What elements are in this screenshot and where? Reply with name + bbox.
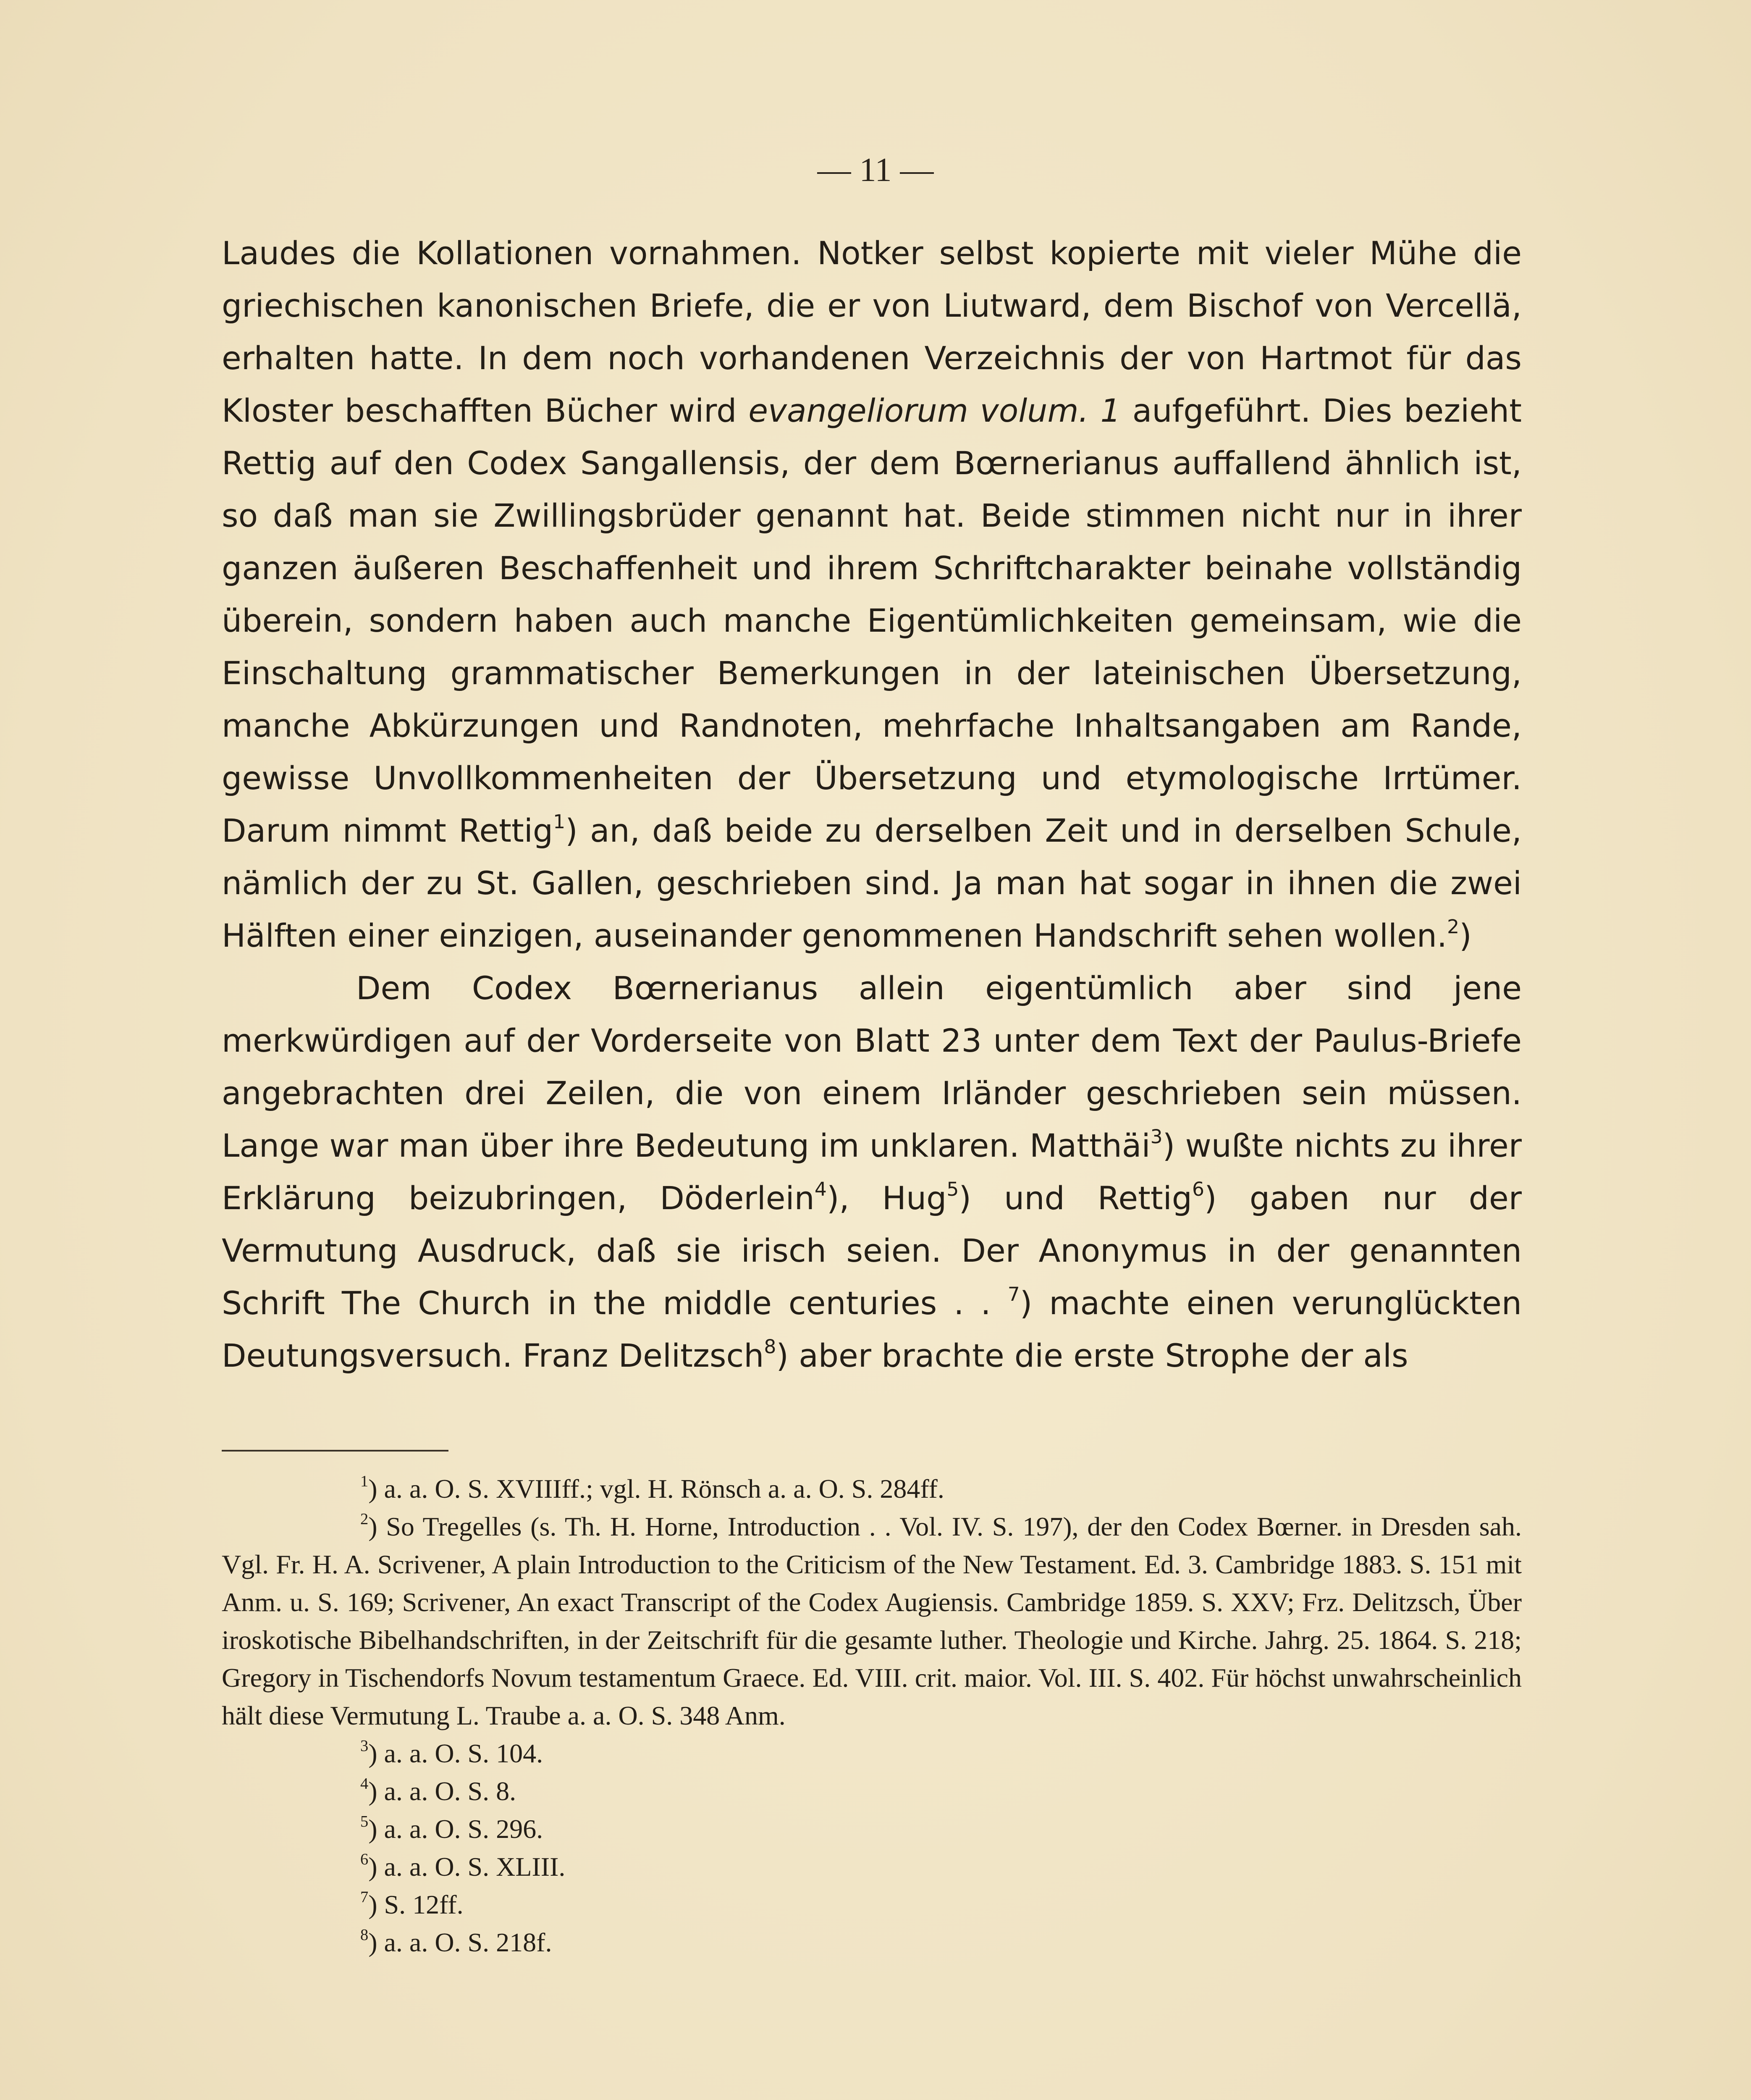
paragraph-2-text-c: ), Hug — [826, 1179, 947, 1217]
footnote-ref-4: 4 — [814, 1178, 827, 1201]
footnote-ref-2: 2 — [1447, 916, 1460, 938]
paragraph-2-text-e: ) gaben nur der Vermutung Ausdruck, daß sie irisch seien. Der Anonymus in der genannten Schrift The Church in the middle centuries . . — [222, 1179, 1522, 1322]
paragraph-2 — [222, 962, 1522, 1382]
footnote-text: ) a. a. O. S. XVIIIff.; vgl. H. Rönsch a. a. O. S. 284ff. — [368, 1474, 944, 1504]
paragraph-1-text-d: ) — [1459, 917, 1472, 954]
page-number: — 11 — — [817, 152, 934, 189]
footnote-mark: 1 — [360, 1473, 369, 1491]
footnote-text: ) a. a. O. S. 8. — [368, 1776, 516, 1806]
footnote-text: ) a. a. O. S. 104. — [368, 1738, 543, 1768]
paragraph-2-text-b: ) wußte nichts zu ihrer Erklärung beizubringen, Döderlein — [222, 1127, 1522, 1217]
footnote-text: ) a. a. O. S. 296. — [368, 1814, 543, 1844]
footnote-mark: 2 — [360, 1510, 369, 1528]
footnote-mark: 3 — [360, 1737, 369, 1755]
footnote-ref-6: 6 — [1192, 1178, 1205, 1201]
footnote-divider — [222, 1450, 448, 1452]
footnote-text: ) a. a. O. S. XLIII. — [368, 1852, 566, 1882]
footnote-5 — [222, 1810, 1522, 1848]
footnote-ref-7: 7 — [1007, 1283, 1020, 1306]
footnote-ref-3: 3 — [1150, 1126, 1163, 1148]
footnote-1 — [222, 1470, 1522, 1508]
paragraph-1-text-c: ) an, daß beide zu derselben Zeit und in derselben Schule, nämlich der zu St. Gallen, geschrieben sind. Ja man hat sogar in ihnen die zwei Hälften einer einzigen, auseinander genommenen Handschrift sehen wollen. — [222, 812, 1522, 954]
paragraph-1 — [222, 227, 1522, 962]
paragraph-1-text-b: aufgeführt. Dies bezieht Rettig auf den Codex Sangallensis, der dem Bœrnerianus auffallend ähnlich ist, so daß man sie Zwillingsbrüder genannt hat. Beide stimmen nicht nur in ihrer ganzen äußeren Beschaffenheit und ihrem Schriftcharakter beinahe vollständig überein, sondern haben auch manche Eigentümlichkeiten gemeinsam, wie die Einschaltung grammatischer Bemerkungen in der lateinischen Übersetzung, manche Abkürzungen und Randnoten, mehrfache Inhaltsangaben am Rande, gewisse Unvollkommenheiten der Übersetzung und etymologische Irrtümer. Darum nimmt Rettig — [222, 392, 1522, 849]
footnote-3 — [222, 1735, 1522, 1772]
paragraph-1-text: Laudes die Kollationen vornahmen. Notker selbst kopierte mit vieler Mühe die griechischen kanonischen Briefe, die er von Liutward, dem Bischof von Vercellä, erhalten hatte. In dem noch vorhandenen Verzeichnis der von Hartmot für das Kloster beschafften Bücher wird — [222, 234, 1522, 429]
footnote-ref-8: 8 — [764, 1336, 776, 1358]
footnote-6 — [222, 1848, 1522, 1886]
footnote-text: ) a. a. O. S. 218f. — [368, 1927, 552, 1957]
footnotes — [222, 1470, 1522, 1961]
footnote-mark: 5 — [360, 1813, 369, 1831]
footnote-ref-5: 5 — [946, 1178, 959, 1201]
footnote-ref-1: 1 — [553, 811, 566, 833]
footnote-text: ) S. 12ff. — [368, 1890, 464, 1919]
italic-title: evangeliorum volum. 1 — [748, 392, 1121, 429]
paragraph-2-text-d: ) und Rettig — [959, 1179, 1193, 1217]
footnote-8 — [222, 1924, 1522, 1961]
footnote-4 — [222, 1772, 1522, 1810]
footnote-mark: 6 — [360, 1851, 369, 1869]
footnote-mark: 8 — [360, 1926, 369, 1944]
footnote-2 — [222, 1508, 1522, 1735]
footnote-mark: 4 — [360, 1775, 369, 1793]
paragraph-2-text-f: ) machte einen verunglückten Deutungsversuch. Franz Delitzsch — [222, 1284, 1522, 1374]
body-text — [222, 227, 1522, 1382]
paragraph-2-text-a: Dem Codex Bœrnerianus allein eigentümlich aber sind jene merkwürdigen auf der Vorderseite von Blatt 23 unter dem Text der Paulus-Briefe angebrachten drei Zeilen, die von einem Irländer geschrieben sein müssen. Lange war man über ihre Bedeutung im unklaren. Matthäi — [222, 969, 1522, 1164]
footnote-7 — [222, 1886, 1522, 1924]
paragraph-2-text-g: ) aber brachte die erste Strophe der als — [776, 1337, 1408, 1374]
footnote-mark: 7 — [360, 1888, 369, 1906]
footnote-text: ) So Tregelles (s. Th. H. Horne, Introduction . . Vol. IV. S. 197), der den Codex Bœrner. in Dresden sah. Vgl. Fr. H. A. Scrivener, A plain Introduction to the Criticism of the New Testament. Ed. 3. Cambridge 1883. S. 151 mit Anm. u. S. 169; Scrivener, An exact Transcript of the Codex Augiensis. Cambridge 1859. S. XXV; Frz. Delitzsch, Über iroskotische Bibelhandschriften, in der Zeitschrift für die gesamte luther. Theologie und Kirche. Jahrg. 25. 1864. S. 218; Gregory in Tischendorfs Novum testamentum Graece. Ed. VIII. crit. maior. Vol. III. S. 402. Für höchst unwahrscheinlich hält diese Vermutung L. Traube a. a. O. S. 348 Anm. — [222, 1512, 1522, 1730]
